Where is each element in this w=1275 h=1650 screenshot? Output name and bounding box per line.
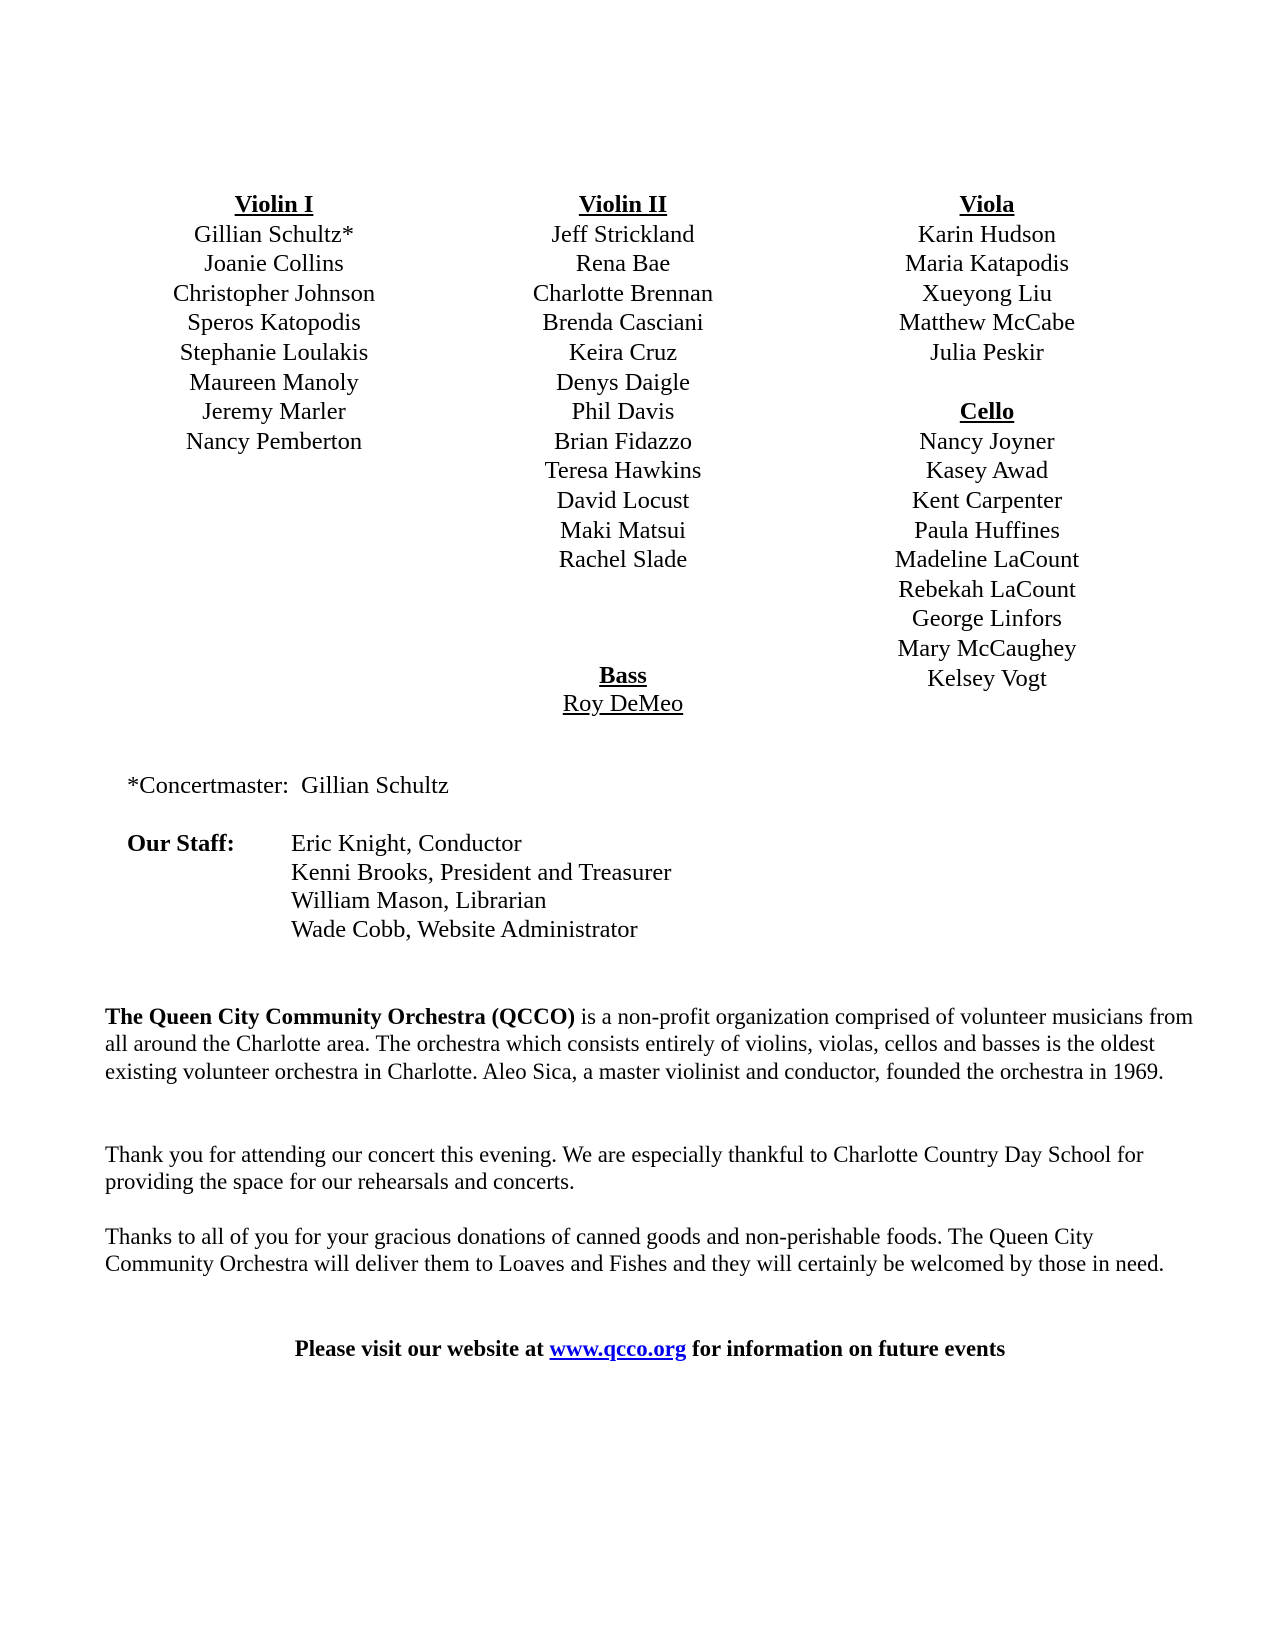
thanks-paragraph: Thank you for attending our concert this evening. We are especially thankful to Charlotte Country Day School for providing the space for our rehearsals and concerts. xyxy=(105,1142,1144,1195)
violin2-member: Denys Daigle xyxy=(555,368,691,396)
violin2-member: Brenda Casciani xyxy=(542,309,704,337)
bass-heading: Bass xyxy=(599,662,647,689)
violin2-member: Jeff Strickland xyxy=(551,220,695,248)
violin1-heading: Violin I xyxy=(234,191,314,218)
violin2-member: David Locust xyxy=(556,486,690,514)
cello-member: Nancy Joyner xyxy=(919,427,1055,455)
violin2-member: Maki Matsui xyxy=(560,516,686,544)
violin2-member: Phil Davis xyxy=(571,398,675,426)
cello-member: George Linfors xyxy=(912,605,1062,633)
violin1-member: Jeremy Marler xyxy=(202,398,346,426)
staff-member: Wade Cobb, Website Administrator xyxy=(291,915,638,943)
violin2-member: Rachel Slade xyxy=(558,546,688,574)
violin1-member: Joanie Collins xyxy=(204,250,344,278)
violin2-member: Brian Fidazzo xyxy=(553,427,693,455)
violin2-member: Teresa Hawkins xyxy=(544,457,702,485)
viola-member: Maria Katapodis xyxy=(905,250,1069,278)
violin1-member: Speros Katopodis xyxy=(187,309,361,337)
staff-member: William Mason, Librarian xyxy=(291,887,547,914)
cello-member: Kelsey Vogt xyxy=(927,664,1047,692)
bass-section xyxy=(505,662,741,718)
violin1-member: Stephanie Loulakis xyxy=(179,338,369,366)
cello-member: Kasey Awad xyxy=(925,457,1049,485)
website-suffix: for information on future events xyxy=(686,1336,1006,1361)
violin2-member: Rena Bae xyxy=(575,250,671,278)
violin2-member: Charlotte Brennan xyxy=(532,279,714,307)
website-prefix: Please visit our website at xyxy=(294,1336,550,1361)
violin1-member: Gillian Schultz* xyxy=(194,220,354,248)
violin2-member: Keira Cruz xyxy=(568,338,678,366)
concertmaster-note: *Concertmaster: Gillian Schultz xyxy=(127,772,449,799)
violin1-member: Christopher Johnson xyxy=(172,279,376,307)
cello-heading: Cello xyxy=(959,398,1015,426)
viola-member: Julia Peskir xyxy=(930,338,1044,366)
about-text: is a non-profit organization comprised of volunteer musicians from all around the Charlotte area. The orchestra which consists entirely of violins, violas, cellos and basses is the oldest existing volunteer orchestra in Charlotte. Aleo Sica, a master violinist and conductor, founded the orchestra in 1969. xyxy=(105,1004,1194,1084)
website-link[interactable]: www.qcco.org xyxy=(549,1336,687,1361)
viola-member: Karin Hudson xyxy=(917,220,1057,248)
cello-member: Madeline LaCount xyxy=(894,546,1080,574)
cello-member: Paula Huffines xyxy=(914,516,1060,544)
staff-label: Our Staff: xyxy=(127,830,235,857)
cello-member: Mary McCaughey xyxy=(897,634,1077,662)
violin1-member: Maureen Manoly xyxy=(189,368,359,396)
violin2-section xyxy=(505,190,741,575)
violin1-member: Nancy Pemberton xyxy=(185,427,363,455)
cello-member: Rebekah LaCount xyxy=(898,575,1076,603)
viola-heading: Viola xyxy=(959,191,1015,218)
section-spacer xyxy=(872,368,1102,398)
bass-member: Roy DeMeo xyxy=(562,690,684,717)
violin1-section xyxy=(158,190,390,456)
staff-list xyxy=(291,830,671,944)
viola-cello-column xyxy=(872,190,1102,693)
donations-paragraph: Thanks to all of you for your gracious donations of canned goods and non-perishable foods. The Queen City Community Orchestra will deliver them to Loaves and Fishes and they will certainly be welcomed by those in need. xyxy=(105,1224,1165,1277)
website-line xyxy=(0,1335,1275,1363)
cello-member: Kent Carpenter xyxy=(911,486,1063,514)
viola-member: Xueyong Liu xyxy=(922,279,1052,307)
staff-member: Eric Knight, Conductor xyxy=(291,830,522,857)
about-paragraph xyxy=(105,1003,1195,1085)
staff-member: Kenni Brooks, President and Treasurer xyxy=(291,858,672,886)
org-name: The Queen City Community Orchestra (QCCO) xyxy=(105,1004,576,1029)
viola-member: Matthew McCabe xyxy=(898,309,1076,337)
violin2-heading: Violin II xyxy=(578,191,668,218)
